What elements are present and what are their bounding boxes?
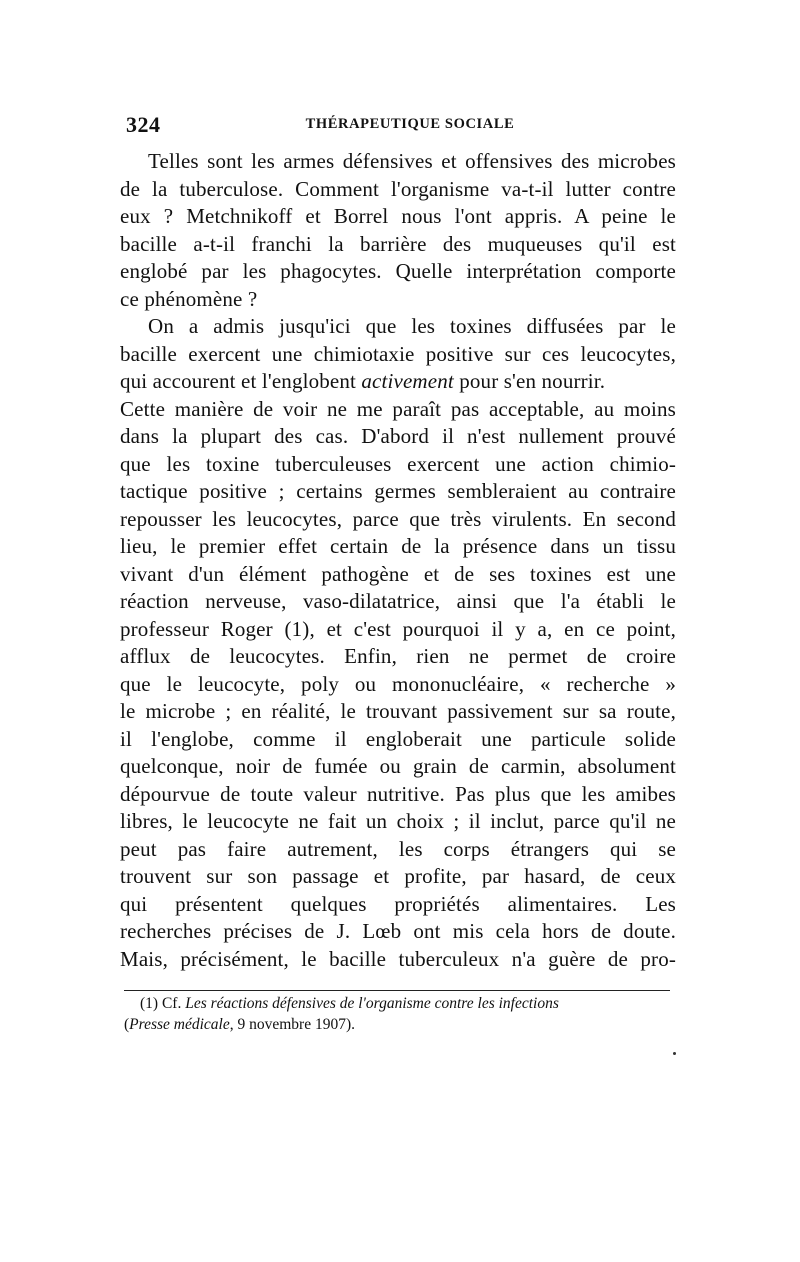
- text-line-mixed: [120, 368, 676, 396]
- body-text: [120, 148, 676, 973]
- text-line: il l'englobe, comme il engloberait une particule solide: [120, 726, 676, 751]
- text-line: professeur Roger (1), et c'est pourquoi il y a, en ce point,: [120, 616, 676, 641]
- text-line: Cette manière de voir ne me paraît pas acceptable, au moins: [120, 396, 676, 421]
- footnote-citation-title: Les réactions défensives de l'organisme contre les infections: [185, 995, 559, 1012]
- text-line: trouvent sur son passage et profite, par hasard, de ceux: [120, 864, 676, 888]
- text-segment: pour s'en nourrir.: [453, 369, 606, 393]
- emphasis-activement: activement: [361, 369, 454, 393]
- text-line: réaction nerveuse, vaso-dilatatrice, ainsi que l'a établi le: [120, 589, 676, 613]
- footnote-line: [124, 993, 672, 1014]
- print-speck: [673, 1052, 676, 1055]
- footnote-line: [124, 1014, 672, 1035]
- text-line: dans la plupart des cas. D'abord il n'est nullement prouvé: [120, 424, 676, 448]
- text-line: bacille a-t-il franchi la barrière des muqueuses qu'il est: [120, 231, 676, 256]
- text-line: eux ? Metchnikoff et Borrel nous l'ont appris. A peine le: [120, 204, 676, 228]
- text-line: Telles sont les armes défensives et offensives des microbes: [148, 149, 676, 173]
- footnote-journal: Presse médicale: [129, 1016, 230, 1033]
- text-line: le microbe ; en réalité, le trouvant passivement sur sa route,: [120, 699, 676, 723]
- text-line: peut pas faire autrement, les corps étrangers qui se: [120, 836, 676, 861]
- text-line: tactique positive ; certains germes sembleraient au contraire: [120, 479, 676, 503]
- text-line: englobé par les phagocytes. Quelle interprétation comporte: [120, 259, 676, 283]
- text-line: que le leucocyte, poly ou mononucléaire, « recherche »: [120, 671, 676, 696]
- text-line: Mais, précisément, le bacille tuberculeux n'a guère de pro-: [120, 946, 676, 971]
- footnote: [124, 993, 672, 1035]
- text-line: bacille exercent une chimiotaxie positive sur ces leucocytes,: [120, 341, 676, 366]
- footnote-marker: (1) Cf.: [140, 995, 186, 1012]
- footnote-date: , 9 novembre 1907).: [229, 1016, 356, 1033]
- running-title: THÉRAPEUTIQUE SOCIALE: [305, 116, 515, 132]
- text-line: libres, le leucocyte ne fait un choix ; il inclut, parce qu'il ne: [120, 809, 676, 833]
- text-line: lieu, le premier effet certain de la présence dans un tissu: [120, 534, 676, 558]
- text-line: vivant d'un élément pathogène et de ses toxines est une: [120, 561, 676, 586]
- page-number: 324: [126, 112, 161, 137]
- text-line: que les toxine tuberculeuses exercent une action chimio-: [120, 451, 676, 476]
- text-line: repousser les leucocytes, parce que très virulents. En second: [120, 506, 676, 531]
- text-line: ce phénomène ?: [120, 286, 258, 311]
- text-line: On a admis jusqu'ici que les toxines diffusées par le: [148, 314, 676, 338]
- text-line: de la tuberculose. Comment l'organisme va-t-il lutter contre: [120, 176, 676, 201]
- footnote-paren: (: [124, 1016, 130, 1033]
- text-line: qui présentent quelques propriétés alimentaires. Les: [120, 891, 676, 916]
- text-line: afflux de leucocytes. Enfin, rien ne permet de croire: [120, 644, 676, 668]
- footnote-divider: [124, 990, 670, 991]
- text-line: recherches précises de J. Lœb ont mis cela hors de doute.: [120, 919, 676, 943]
- text-line: quelconque, noir de fumée ou grain de carmin, absolument: [120, 754, 676, 778]
- text-line: dépourvue de toute valeur nutritive. Pas plus que les amibes: [120, 781, 676, 806]
- text-segment: qui accourent et l'englobent: [120, 369, 362, 393]
